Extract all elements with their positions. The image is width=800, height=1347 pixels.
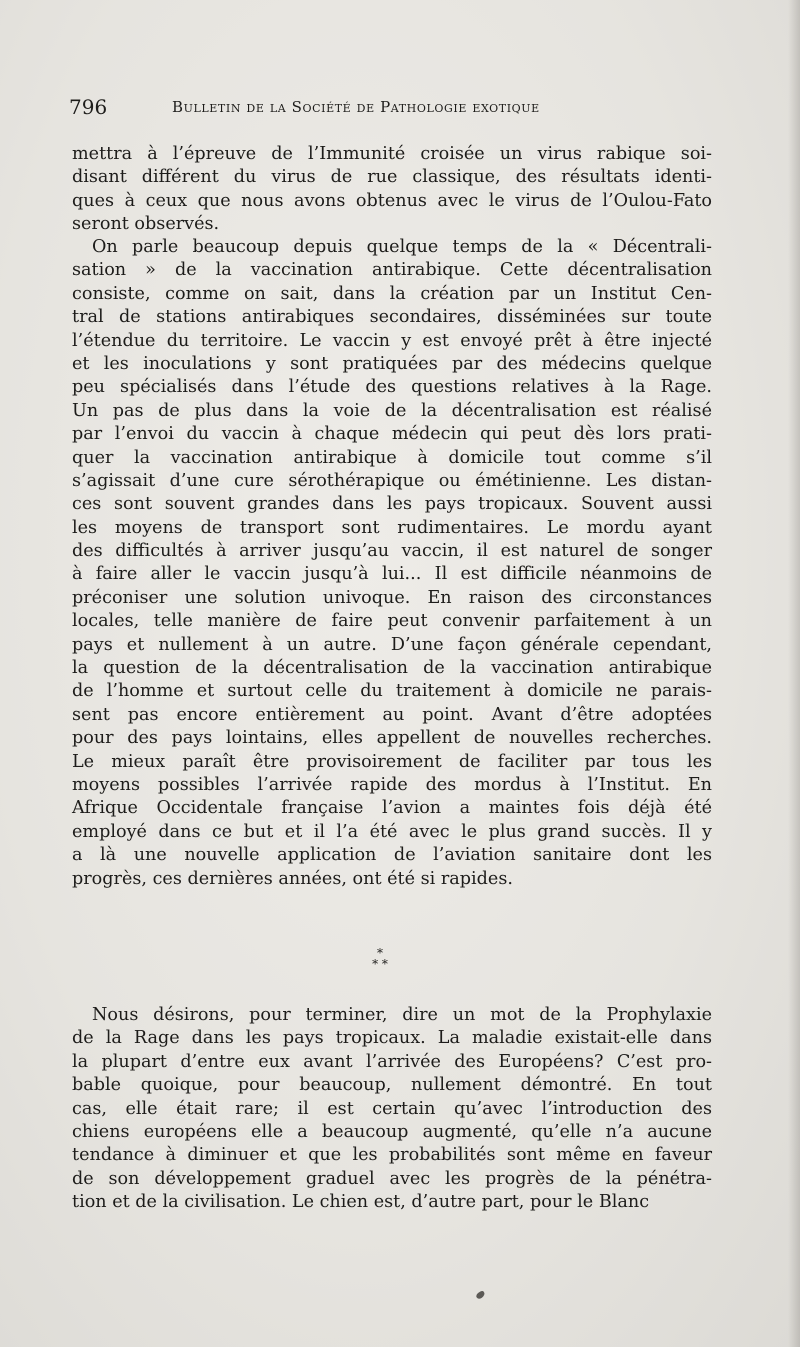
text-line: des difficultés à arriver jusqu’au vaccin, il est naturel de songer (72, 541, 712, 562)
text-line: sation » de la vaccination antirabique. Cette décentralisation (72, 260, 712, 281)
text-line: progrès, ces dernières années, ont été si rapides. (72, 868, 513, 889)
text-line: les moyens de transport sont rudimentaires. Le mordu ayant (72, 517, 712, 538)
text-line: la question de la décentralisation de la vaccination antirabique (72, 658, 712, 679)
section-separator (360, 948, 400, 970)
text-line: pays et nullement à un autre. D’une façon générale cependant, (72, 634, 712, 655)
paragraph-3 (72, 1004, 712, 1215)
page-number: 796 (69, 95, 108, 119)
asterism-bottom: * * (372, 957, 388, 971)
text-line: ques à ceux que nous avons obtenus avec le virus de l’Oulou-Fato (72, 190, 712, 211)
text-line: et les inoculations y sont pratiquées par des médecins quelque (72, 353, 712, 374)
running-title: Bulletin de la Société de Pathologie exotique (172, 98, 540, 116)
asterism-top: * (377, 946, 383, 960)
text-line: locales, telle manière de faire peut convenir parfaitement à un (72, 611, 712, 632)
text-line: de la Rage dans les pays tropicaux. La maladie existait-elle dans (72, 1028, 712, 1049)
text-line: On parle beaucoup depuis quelque temps de la « Décentrali- (92, 237, 712, 257)
text-line: à faire aller le vaccin jusqu’à lui... Il est difficile néanmoins de (72, 564, 712, 585)
page-edge-shadow (788, 0, 800, 1347)
text-line: préconiser une solution univoque. En raison des circonstances (72, 587, 712, 608)
text-line: moyens possibles l’arrivée rapide des mordus à l’Institut. En (72, 774, 712, 795)
text-line: tendance à diminuer et que les probabilités sont même en faveur (72, 1145, 712, 1166)
text-line: a là une nouvelle application de l’aviation sanitaire dont les (72, 845, 712, 866)
text-line: mettra à l’épreuve de l’Immunité croisée un virus rabique soi- (72, 144, 712, 164)
text-line: ces sont souvent grandes dans les pays tropicaux. Souvent aussi (72, 494, 712, 515)
running-header (69, 94, 709, 120)
paragraph-2 (72, 236, 712, 891)
text-line: Le mieux paraît être provisoirement de faciliter par tous les (72, 751, 712, 772)
text-line: de l’homme et surtout celle du traitement à domicile ne parais- (72, 681, 712, 702)
text-line: tral de stations antirabiques secondaires, disséminées sur toute (72, 307, 712, 328)
text-line: chiens européens elle a beaucoup augmenté, qu’elle n’a aucune (72, 1121, 712, 1142)
text-line: Afrique Occidentale française l’avion a maintes fois déjà été (72, 798, 712, 819)
text-line: tion et de la civilisation. Le chien est, d’autre part, pour le Blanc (72, 1192, 650, 1213)
text-line: employé dans ce but et il l’a été avec le plus grand succès. Il y (72, 821, 712, 842)
text-line: Un pas de plus dans la voie de la décentralisation est réalisé (72, 400, 712, 421)
text-line: disant différent du virus de rue classique, des résultats identi- (72, 167, 712, 188)
text-line: s’agissait d’une cure sérothérapique ou émétinienne. Les distan- (72, 470, 712, 491)
paragraph-1 (72, 143, 712, 237)
text-line: peu spécialisés dans l’étude des questions relatives à la Rage. (72, 377, 712, 398)
text-line: par l’envoi du vaccin à chaque médecin qui peut dès lors prati- (72, 424, 712, 445)
text-line: seront observés. (72, 214, 220, 235)
text-line: l’étendue du territoire. Le vaccin y est envoyé prêt à être injecté (72, 330, 712, 351)
text-line: quer la vaccination antirabique à domicile tout comme s’il (72, 447, 712, 468)
text-line: cas, elle était rare; il est certain qu’avec l’introduction des (72, 1098, 712, 1119)
text-line: consiste, comme on sait, dans la création par un Institut Cen- (72, 283, 712, 304)
text-line: de son développement graduel avec les progrès de la pénétra- (72, 1168, 712, 1189)
ink-stain (475, 1290, 486, 1300)
text-line: sent pas encore entièrement au point. Avant d’être adoptées (72, 704, 712, 725)
text-line: pour des pays lointains, elles appellent de nouvelles recherches. (72, 728, 712, 749)
text-line: la plupart d’entre eux avant l’arrivée des Européens? C’est pro- (72, 1051, 712, 1072)
text-line: Nous désirons, pour terminer, dire un mot de la Prophylaxie (92, 1005, 712, 1025)
text-line: bable quoique, pour beaucoup, nullement démontré. En tout (72, 1075, 712, 1096)
